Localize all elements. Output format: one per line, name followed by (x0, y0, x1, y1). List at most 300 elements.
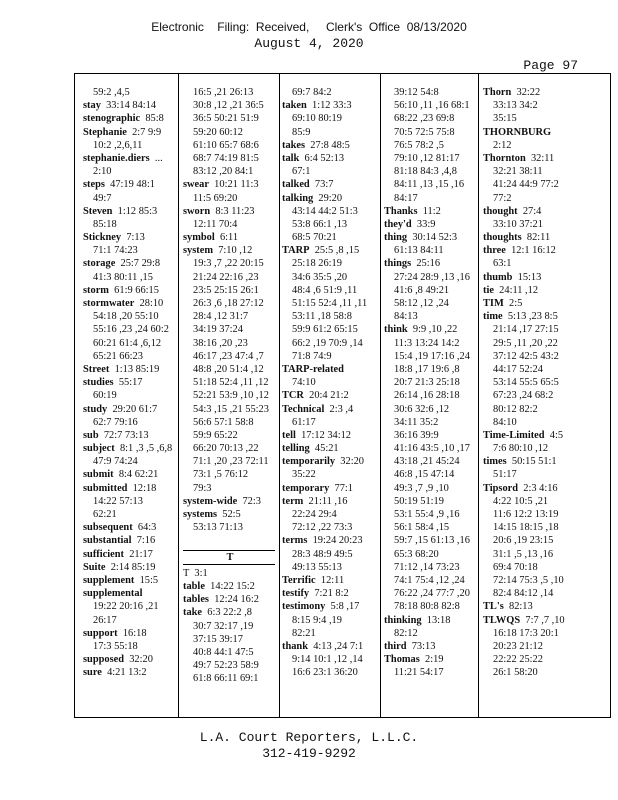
index-continuation: 50:19 51:19 (394, 495, 444, 507)
index-continuation: 53:14 55:5 65:5 (493, 377, 559, 389)
index-headword: stay (83, 100, 101, 112)
index-continuation: 14:15 18:15 ,18 (493, 522, 559, 534)
index-entry (483, 284, 605, 297)
index-headword: thing (384, 232, 408, 244)
index-citation: 7:16 (136, 535, 156, 547)
index-continuation: 10:2 ,2,6,11 (93, 139, 143, 151)
index-continuation: 79:3 (193, 482, 212, 494)
index-continuation: 23:5 25:15 26:1 (193, 284, 259, 296)
index-headword: third (384, 640, 407, 652)
index-headword: talked (282, 179, 310, 191)
index-entry (83, 587, 175, 600)
index-continuation: 49:13 55:13 (292, 561, 342, 573)
index-continuation: 69:7 84:2 (292, 87, 332, 98)
index-citation: 1:12 85:3 (117, 205, 158, 217)
index-entry (282, 640, 378, 653)
index-continuation: 37:15 39:17 (193, 633, 243, 645)
index-headword: talk (282, 152, 300, 164)
index-entry (183, 495, 275, 508)
index-continuation: 2:10 (93, 166, 112, 178)
index-continuation: 12:11 70:4 (193, 218, 238, 230)
blank-line (183, 534, 275, 547)
index-citation: 10:21 11:3 (214, 179, 259, 191)
index-entry (282, 574, 378, 587)
index-continuation: 82:4 84:12 ,14 (493, 588, 554, 600)
index-continuation: 8:15 9:4 ,19 (292, 614, 342, 626)
index-continuation: 85:9 (292, 126, 311, 138)
index-entry (483, 244, 605, 257)
index-continuation: 82:12 (394, 627, 418, 639)
index-citation: 2:3 ,4 (329, 403, 354, 415)
index-citation: 6:11 (219, 232, 239, 244)
index-entry (83, 429, 175, 442)
index-entry (83, 561, 175, 574)
index-citation: 29:20 61:7 (112, 403, 158, 415)
section-letter: T (183, 550, 275, 565)
index-citation: 12:1 16:12 (511, 245, 556, 257)
index-continuation: 53:13 71:13 (193, 522, 243, 534)
index-entry (483, 297, 605, 310)
index-headword: terms (282, 535, 308, 547)
index-citation: 11:2 (422, 205, 441, 217)
index-citation: 19:24 20:23 (312, 535, 363, 547)
index-entry (83, 534, 175, 547)
index-entry (483, 310, 605, 323)
index-headword: Thanks (384, 205, 418, 217)
index-entry (282, 429, 378, 442)
index-headword: Thornton (483, 152, 526, 164)
index-headword: stephanie.diers (83, 152, 150, 164)
index-citation: 32:20 (129, 654, 153, 666)
index-continuation: 68:22 ,23 69:8 (394, 113, 455, 125)
index-entry (282, 178, 378, 191)
index-citation: 7:10 ,12 (218, 245, 253, 257)
index-continuation: 28:3 48:9 49:5 (292, 548, 353, 560)
index-continuation: 21:24 22:16 ,23 (193, 271, 259, 283)
index-continuation: 11:5 69:20 (193, 192, 238, 204)
index-continuation: 2:12 (493, 139, 512, 151)
index-column-2 (183, 86, 275, 711)
index-citation: 85:8 (145, 113, 164, 125)
index-headword: supplemental (83, 588, 143, 600)
index-continuation: 35:15 (493, 113, 517, 125)
index-citation: 16:18 (122, 627, 147, 639)
index-citation: 13:18 (426, 614, 451, 626)
index-continuation: 76:5 78:2 ,5 (394, 139, 444, 151)
index-citation: 52:5 (222, 509, 241, 520)
index-continuation: 52:21 53:9 ,10 ,12 (193, 390, 269, 402)
index-continuation: 58:12 ,12 ,24 (394, 298, 449, 309)
index-continuation: 77:2 (493, 192, 512, 204)
index-headword: T (183, 567, 190, 579)
index-citation: 32:11 (530, 152, 555, 164)
index-entry (83, 112, 175, 125)
index-entry (282, 363, 378, 376)
index-citation: 77:1 (334, 482, 354, 494)
index-entry (282, 99, 378, 112)
index-entry (282, 482, 378, 495)
index-citation: 25:7 29:8 (120, 258, 161, 270)
index-continuation: 43:14 44:2 51:3 (292, 205, 358, 217)
index-entry (483, 271, 605, 284)
index-continuation: 76:22 ,24 77:7 ,20 (394, 588, 470, 600)
index-column-4 (384, 86, 476, 711)
index-headword: three (483, 245, 506, 257)
index-citation: 32:20 (340, 456, 364, 468)
index-headword: testimony (282, 601, 326, 613)
column-divider (380, 74, 381, 717)
index-headword: Tipsord (483, 482, 519, 494)
index-citation: 47:19 48:1 (110, 179, 155, 191)
index-citation: 28:10 (139, 298, 164, 309)
index-citation: 64:3 (137, 522, 157, 534)
index-continuation: 48:8 ,20 51:4 ,12 (193, 363, 264, 375)
index-entry (483, 231, 605, 244)
index-citation: 50:15 51:1 (511, 456, 557, 468)
index-entry (282, 192, 378, 205)
index-continuation: 4:22 10:5 ,21 (493, 495, 549, 507)
index-continuation: 85:18 (93, 218, 117, 230)
index-entry (183, 580, 275, 593)
court-reporter-name: L.A. Court Reporters, L.L.C. (199, 730, 419, 745)
index-column-1 (83, 86, 175, 711)
index-headword: term (282, 495, 304, 507)
index-continuation: 19:22 20:16 ,21 (93, 601, 159, 613)
index-continuation: 68:7 74:19 81:5 (193, 152, 259, 164)
index-continuation: 62:21 (93, 509, 117, 520)
index-headword: think (384, 324, 408, 336)
index-citation: 12:11 (320, 574, 345, 586)
index-continuation: 69:4 70:18 (493, 561, 538, 573)
index-continuation: 49:7 52:23 58:9 (193, 660, 259, 672)
index-headword: temporarily (282, 456, 336, 468)
index-entry (83, 653, 175, 666)
index-continuation: 41:16 43:5 ,10 ,17 (394, 443, 470, 455)
index-continuation: 72:14 75:3 ,5 ,10 (493, 574, 564, 586)
index-citation: 45:21 (314, 443, 339, 455)
index-entry (83, 99, 175, 112)
index-entry (83, 442, 175, 455)
index-headword: testify (282, 588, 310, 600)
index-headword: thought (483, 205, 518, 217)
index-entry (282, 587, 378, 600)
filing-header: Electronic Filing: Received, Clerk's Office 08/13/2020 (151, 20, 467, 34)
index-continuation: 61:10 65:7 68:6 (193, 139, 259, 151)
index-entry (83, 521, 175, 534)
index-headword: take (183, 607, 203, 619)
index-citation: 2:7 9:9 (132, 126, 162, 138)
index-entry (183, 593, 275, 606)
index-continuation: 29:5 ,11 ,20 ,22 (493, 337, 558, 349)
index-citation: 25:16 (416, 258, 441, 270)
index-entry (384, 218, 476, 231)
index-entry (183, 606, 275, 619)
index-headword: study (83, 403, 108, 415)
index-entry (83, 666, 175, 679)
index-continuation: 39:12 54:8 (394, 87, 439, 98)
index-continuation: 80:12 82:2 (493, 403, 538, 415)
index-entry (483, 86, 605, 99)
index-citation: 14:22 15:2 (210, 580, 255, 592)
index-continuation: 40:8 44:1 47:5 (193, 646, 254, 658)
index-continuation: 36:16 39:9 (394, 429, 439, 441)
index-entry (83, 152, 175, 165)
index-continuation: 68:5 70:21 (292, 232, 337, 244)
index-continuation: 28:4 ,12 31:7 (193, 311, 249, 323)
index-citation: 6:3 22:2 ,8 (207, 607, 252, 619)
index-citation: 4:21 13:2 (107, 667, 147, 679)
index-entry (83, 297, 175, 310)
index-entry (83, 468, 175, 481)
index-continuation: 11:3 13:24 14:2 (394, 337, 460, 349)
index-entry (83, 257, 175, 270)
index-continuation: 65:3 68:20 (394, 548, 439, 560)
index-citation: 5:13 ,23 8:5 (507, 311, 558, 323)
index-headword: storage (83, 258, 116, 270)
index-entry (183, 508, 275, 521)
index-continuation: 21:14 ,17 27:15 (493, 324, 559, 336)
index-continuation: 67:1 (292, 166, 311, 178)
index-headword: sworn (183, 205, 211, 217)
index-continuation: 34:6 35:5 ,20 (292, 271, 348, 283)
index-entry (282, 455, 378, 468)
index-citation: 2:19 (425, 654, 444, 666)
index-citation: 4:5 (549, 429, 564, 441)
index-continuation: 51:18 52:4 ,11 ,12 (193, 377, 269, 389)
index-citation: 24:11 ,12 (499, 284, 539, 296)
index-continuation: 38:16 ,20 ,23 (193, 337, 248, 349)
index-citation: 7:13 (126, 232, 145, 244)
index-entry (83, 231, 175, 244)
index-entry (83, 126, 175, 139)
index-continuation: 71:1 74:23 (93, 245, 138, 257)
index-continuation: 7:6 80:10 ,12 (493, 443, 549, 455)
index-continuation: 16:5 ,21 26:13 (193, 87, 254, 98)
index-continuation: 79:10 ,12 81:17 (394, 152, 460, 164)
index-continuation: 66:20 70:13 ,22 (193, 443, 259, 455)
index-continuation: 59:9 65:22 (193, 429, 238, 441)
index-continuation: 56:6 57:1 58:8 (193, 416, 254, 428)
index-entry (83, 284, 175, 297)
index-headword: TLWQS (483, 614, 521, 626)
index-headword: Steven (83, 205, 113, 217)
index-entry (483, 126, 605, 139)
index-continuation: 15:4 ,19 17:16 ,24 (394, 350, 470, 362)
index-citation: 82:13 (509, 601, 533, 613)
index-citation: 7:7 ,7 ,10 (525, 614, 565, 626)
index-entry (384, 257, 476, 270)
index-entry (384, 614, 476, 627)
index-column-5 (483, 86, 605, 711)
index-entry (282, 534, 378, 547)
index-entry (83, 627, 175, 640)
index-headword: sub (83, 429, 99, 441)
index-continuation: 41:24 44:9 77:2 (493, 179, 559, 191)
index-entry (282, 403, 378, 416)
index-continuation: 67:23 ,24 68:2 (493, 390, 554, 402)
index-continuation: 53:1 55:4 ,9 ,16 (394, 509, 460, 520)
index-continuation: 59:2 ,4,5 (93, 87, 130, 98)
index-citation: 29:20 (318, 192, 343, 204)
index-entry (83, 548, 175, 561)
court-reporter-phone: 312-419-9292 (262, 746, 356, 761)
index-continuation: 22:22 25:22 (493, 654, 543, 666)
index-citation: 27:8 48:5 (310, 139, 350, 151)
index-citation: 33:14 84:14 (106, 100, 157, 112)
index-entry (483, 482, 605, 495)
index-continuation: 30:8 ,12 ,21 36:5 (193, 100, 264, 112)
index-continuation: 59:9 61:2 65:15 (292, 324, 358, 336)
index-headword: THORNBURG (483, 126, 552, 138)
index-entry (483, 455, 605, 468)
index-headword: tables (183, 594, 209, 606)
index-entry (183, 178, 275, 191)
index-continuation: 31:1 ,5 ,13 ,16 (493, 548, 554, 560)
index-headword: subsequent (83, 522, 133, 534)
index-citation: 15:5 (139, 574, 159, 586)
index-headword: supposed (83, 654, 125, 666)
index-headword: thank (282, 640, 308, 652)
index-continuation: 84:17 (394, 192, 418, 204)
index-continuation: 74:10 (292, 377, 316, 389)
index-headword: system (183, 245, 214, 257)
index-headword: steps (83, 179, 105, 191)
index-continuation: 20:6 ,19 23:15 (493, 535, 554, 547)
column-divider (178, 74, 179, 717)
index-headword: sure (83, 667, 102, 679)
index-continuation: 51:15 52:4 ,11 ,11 (292, 298, 368, 309)
index-entry (483, 205, 605, 218)
index-entry (483, 152, 605, 165)
index-headword: TL's (483, 601, 504, 613)
index-headword: submitted (83, 482, 128, 494)
index-continuation: 36:5 50:21 51:9 (193, 113, 259, 125)
index-continuation: 78:18 80:8 82:8 (394, 601, 460, 613)
index-continuation: 30:7 32:17 ,19 (193, 620, 254, 632)
index-headword: Stephanie (83, 126, 127, 138)
index-continuation: 65:21 66:23 (93, 350, 143, 362)
index-continuation: 11:6 12:2 13:19 (493, 509, 559, 520)
index-headword: supplement (83, 574, 135, 586)
index-continuation: 14:22 57:13 (93, 495, 143, 507)
index-continuation: 81:18 84:3 ,4,8 (394, 166, 457, 178)
index-citation: 8:3 11:23 (215, 205, 255, 217)
index-entry (282, 495, 378, 508)
index-citation: 55:17 (118, 377, 143, 389)
index-headword: studies (83, 377, 114, 389)
index-citation: 82:11 (526, 232, 551, 244)
index-headword: Suite (83, 561, 106, 573)
index-citation: 1:13 85:19 (114, 363, 160, 375)
index-continuation: 41:3 80:11 ,15 (93, 271, 153, 283)
index-continuation: 69:10 80:19 (292, 113, 342, 125)
index-citation: 7:21 8:2 (314, 588, 349, 600)
index-continuation: 9:14 10:1 ,12 ,14 (292, 654, 363, 666)
index-headword: thumb (483, 271, 513, 283)
index-headword: things (384, 258, 412, 270)
index-continuation: 49:7 (93, 192, 112, 204)
index-continuation: 19:3 ,7 ,22 20:15 (193, 258, 264, 270)
index-citation: 2:14 85:19 (110, 561, 156, 573)
index-continuation: 37:12 42:5 43:2 (493, 350, 559, 362)
index-continuation: 60:19 (93, 390, 117, 402)
index-citation: 32:22 (516, 87, 541, 98)
index-headword: Thomas (384, 654, 420, 666)
index-entry (83, 178, 175, 191)
index-citation: 17:12 34:12 (301, 429, 351, 441)
index-headword: TARP-related (282, 363, 344, 375)
index-headword: Terrific (282, 574, 316, 586)
index-continuation: 70:5 72:5 75:8 (394, 126, 455, 138)
index-citation: ... (154, 152, 163, 164)
index-citation: 73:13 (411, 640, 436, 652)
index-continuation: 25:18 26:19 (292, 258, 342, 270)
index-headword: takes (282, 139, 306, 151)
index-entry (83, 376, 175, 389)
index-headword: Time-Limited (483, 429, 545, 441)
index-headword: Thorn (483, 87, 512, 98)
index-continuation: 43:18 ,21 45:24 (394, 456, 460, 468)
index-continuation: 61:17 (292, 416, 316, 428)
index-citation: 61:9 66:15 (114, 284, 159, 296)
index-continuation: 71:12 ,14 73:23 (394, 561, 460, 573)
index-continuation: 61:13 84:11 (394, 245, 444, 257)
index-continuation: 44:17 52:24 (493, 363, 543, 375)
index-continuation: 35:22 (292, 469, 316, 481)
index-headword: thoughts (483, 232, 522, 244)
index-citation: 3:1 (194, 567, 208, 579)
index-continuation: 53:8 66:1 ,13 (292, 218, 348, 230)
index-entry (183, 567, 275, 580)
index-headword: they'd (384, 218, 412, 230)
index-headword: Street (83, 363, 110, 375)
index-headword: TARP (282, 245, 310, 257)
index-continuation: 16:6 23:1 36:20 (292, 667, 358, 679)
index-headword: Technical (282, 403, 325, 415)
index-citation: 25:5 ,8 ,15 (314, 245, 360, 257)
index-continuation: 48:4 ,6 51:9 ,11 (292, 284, 358, 296)
index-continuation: 66:2 ,19 70:9 ,14 (292, 337, 363, 349)
index-citation: 20:4 21:2 (309, 390, 349, 402)
index-entry (384, 653, 476, 666)
index-continuation: 33:10 37:21 (493, 218, 543, 230)
index-continuation: 46:17 ,23 47:4 ,7 (193, 350, 264, 362)
index-entry (282, 442, 378, 455)
column-divider (279, 74, 280, 717)
index-entry (384, 640, 476, 653)
deposition-date: August 4, 2020 (254, 36, 364, 51)
index-entry (83, 403, 175, 416)
index-citation: 8:1 ,3 ,5 ,6,8 (119, 443, 173, 455)
index-headword: Stickney (83, 232, 122, 244)
index-entry (183, 231, 275, 244)
index-continuation: 30:6 32:6 ,12 (394, 403, 450, 415)
index-continuation: 84:11 ,13 ,15 ,16 (394, 179, 465, 191)
word-index-table (74, 73, 611, 718)
index-continuation: 49:3 ,7 ,9 ,10 (394, 482, 449, 494)
column-divider (478, 74, 479, 717)
index-headword: TCR (282, 390, 304, 402)
index-citation: 33:9 (416, 218, 436, 230)
index-entry (183, 205, 275, 218)
index-citation: 27:4 (522, 205, 542, 217)
index-headword: taken (282, 100, 307, 112)
index-continuation: 11:21 54:17 (394, 667, 444, 679)
index-citation: 4:13 ,24 7:1 (313, 640, 364, 652)
index-entry (282, 152, 378, 165)
index-entry (282, 139, 378, 152)
index-continuation: 34:11 35:2 (394, 416, 439, 428)
